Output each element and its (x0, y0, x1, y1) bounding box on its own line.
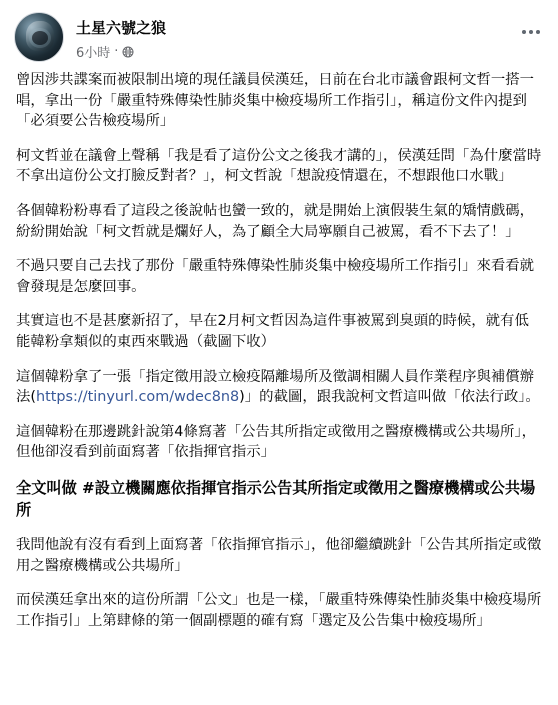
more-options-button[interactable] (516, 20, 546, 44)
more-horizontal-icon-dot-3 (536, 30, 540, 34)
hashtag-link[interactable]: #設立機關應依指揮官指示公告其所指定或徵用之醫療機構或公共場所 (16, 478, 536, 519)
post-timestamp[interactable]: 6小時 (76, 46, 111, 61)
post-paragraph-8-prefix: 全文叫做 (16, 478, 83, 497)
post-body (16, 70, 542, 631)
meta-separator: · (114, 44, 119, 59)
post-paragraph-2: 柯文哲並在議會上聲稱「我是看了這份公文之後我才講的」，侯漢廷問「為什麼當時不拿出這份公文打臉反對者？」，柯文哲說「想說疫情還在，不想跟他口水戰」 (16, 147, 542, 185)
author-name[interactable]: 土星六號之狼 (76, 19, 167, 37)
post-paragraph-1: 曾因涉共諜案而被限制出境的現任議員侯漢廷，日前在台北市議會跟柯文哲一搭一唱，拿出一份「嚴重特殊傳染性肺炎集中檢疫場所工作指引」，稱這份文件內提到「必須要公告檢疫場所」 (16, 72, 535, 130)
tinyurl-link[interactable]: https://tinyurl.com/wdec8n8 (36, 389, 240, 406)
post-paragraph-10: 而侯漢廷拿出來的這份所謂「公文」也是一樣，「嚴重特殊傳染性肺炎集中檢疫場所工作指引」上第肆條的第一個副標題的確有寫「選定及公告集中檢疫場所」 (16, 592, 542, 629)
globe-icon[interactable] (122, 46, 134, 58)
post-paragraph-6-before-link: 這個韓粉拿了一張「指定徵用設立檢疫隔離場所及徵調相關人員作業程序與補償辦法( (16, 368, 535, 406)
post-paragraph-9: 我問他說有沒有看到上面寫著「依指揮官指示」，他卻繼續跳針「公告其所指定或徵用之醫療機構或公共場所」 (16, 536, 542, 574)
post-paragraph-3: 各個韓粉粉專看了這段之後說帖也蠻一致的，就是開始上演假裝生氣的矯情戲碼，紛紛開始說「柯文哲就是爛好人，為了顧全大局寧願自己被罵，看不下去了！」 (16, 202, 535, 240)
author-avatar[interactable] (14, 12, 64, 62)
post-meta (76, 42, 134, 61)
post-paragraph-8 (16, 477, 542, 521)
post-paragraph-4: 不過只要自己去找了那份「嚴重特殊傳染性肺炎集中檢疫場所工作指引」來看看就會發現是怎麼回事。 (16, 258, 535, 295)
post-header (14, 12, 546, 64)
post-paragraph-6-after-link: )」的截圖，跟我說柯文哲這叫做「依法行政」。 (239, 389, 540, 406)
post-paragraph-5: 其實這也不是甚麼新招了，早在2月柯文哲因為這件事被罵到臭頭的時候，就有低能韓粉拿類似的東西來戰過（截圖下收） (16, 313, 529, 350)
post-paragraph-7: 這個韓粉在那邊跳針說第4條寫著「公告其所指定或徵用之醫療機構或公共場所」，但他卻沒看到前面寫著「依指揮官指示」 (16, 423, 537, 461)
more-horizontal-icon (522, 30, 526, 34)
more-horizontal-icon-dot-2 (529, 30, 533, 34)
post-paragraph-6 (16, 367, 542, 408)
